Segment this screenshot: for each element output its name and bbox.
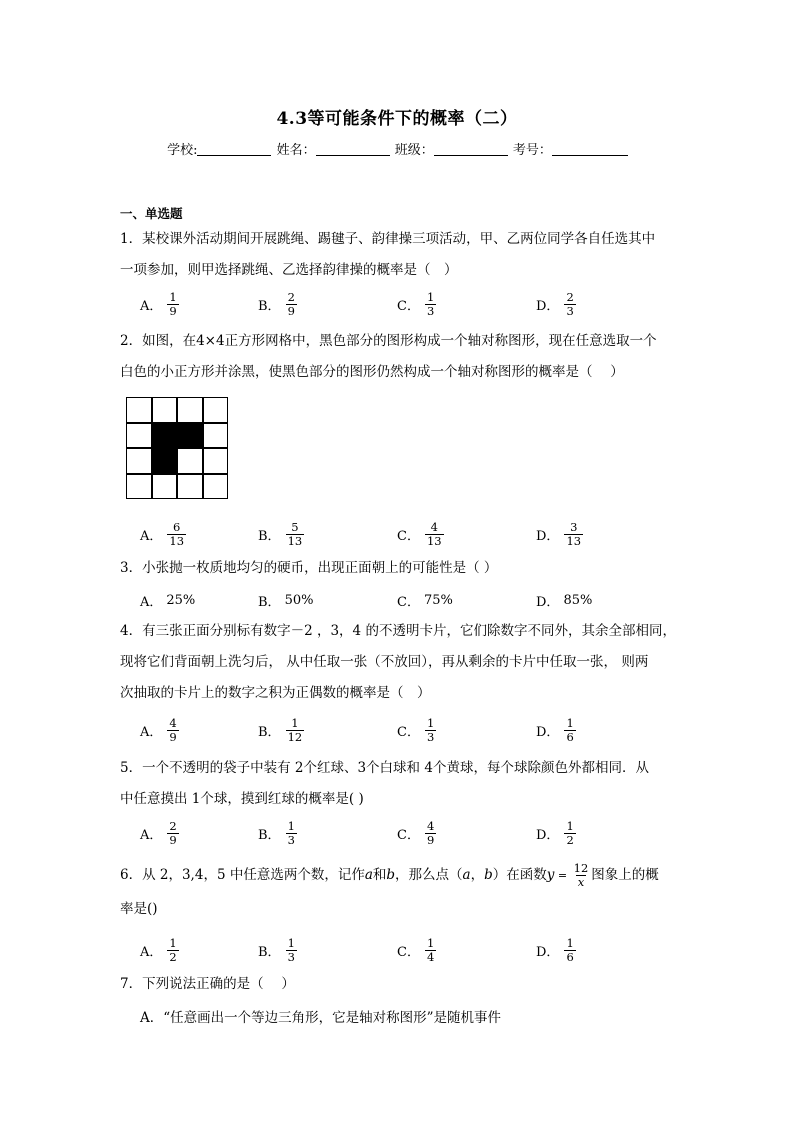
- fraction-numerator: 1: [426, 935, 435, 950]
- option-value: 75%: [423, 592, 453, 608]
- option-fraction: [286, 937, 297, 964]
- option-fraction: [425, 717, 436, 744]
- exam-no-blank[interactable]: [552, 141, 628, 156]
- func-numerator: 12: [573, 861, 589, 875]
- q6-text-b: 和: [372, 867, 387, 883]
- option-value: 50%: [284, 592, 314, 608]
- school-blank[interactable]: [197, 141, 271, 156]
- question-3-options: [140, 582, 700, 618]
- option-c[interactable]: [397, 815, 437, 851]
- option-fraction: [564, 937, 575, 964]
- option-letter: B．: [258, 594, 281, 610]
- grid-cell-white: [126, 423, 152, 449]
- q6-var-a: a: [364, 867, 373, 883]
- option-fraction: [425, 820, 436, 847]
- fraction-numerator: 1: [566, 715, 574, 730]
- option-a[interactable]: [140, 582, 195, 618]
- option-c[interactable]: [397, 286, 437, 322]
- fraction-numerator: 1: [287, 935, 295, 950]
- option-letter: C．: [397, 528, 420, 544]
- fraction-numerator: 2: [169, 818, 177, 833]
- fraction-denominator: 4: [426, 949, 435, 964]
- option-fraction: [286, 521, 305, 548]
- page-title: 4.3等可能条件下的概率（二）: [276, 109, 518, 129]
- fraction-denominator: 2: [566, 832, 574, 847]
- q6-text-d: ）在函数: [492, 867, 547, 883]
- option-letter: D．: [536, 944, 560, 960]
- option-c[interactable]: [397, 582, 453, 618]
- option-c[interactable]: [397, 516, 445, 552]
- question-3: [120, 553, 680, 584]
- fraction-denominator: 3: [426, 303, 435, 318]
- option-letter: D．: [536, 724, 560, 740]
- option-letter: A．: [140, 944, 163, 960]
- func-equals: =: [554, 869, 571, 882]
- question-3-line-1: 3．小张抛一枚质地均匀的硬币，出现正面朝上的可能性是（ ）: [120, 560, 498, 576]
- option-a[interactable]: [140, 932, 180, 968]
- question-1-line-2: 一项参加，则甲选择跳绳、乙选择韵律操的概率是（ ）: [120, 262, 458, 278]
- option-letter: A．: [140, 724, 163, 740]
- option-fraction: [286, 717, 305, 744]
- fraction-numerator: 4: [169, 715, 177, 730]
- option-b[interactable]: [258, 286, 298, 322]
- option-fraction: [167, 291, 178, 318]
- option-letter: A．: [140, 594, 163, 610]
- option-a[interactable]: [140, 286, 180, 322]
- question-4-options: [140, 712, 700, 748]
- question-4: [120, 616, 680, 709]
- question-7-option-a[interactable]: A．“任意画出一个等边三角形，它是轴对称图形”是随机事件: [140, 1010, 502, 1026]
- question-7: [120, 969, 680, 1000]
- option-letter: B．: [258, 827, 281, 843]
- q6-text-a: 6．从 2，3,4，5 中任意选两个数，记作: [120, 867, 365, 883]
- option-b[interactable]: [258, 712, 305, 748]
- option-d[interactable]: [536, 286, 577, 322]
- fraction-denominator: 9: [169, 729, 177, 744]
- question-2-options: [140, 516, 700, 552]
- fraction-denominator: 13: [169, 533, 185, 548]
- option-fraction: [425, 937, 436, 964]
- name-blank[interactable]: [316, 141, 390, 156]
- fraction-numerator: 5: [291, 519, 299, 534]
- option-value: 85%: [563, 592, 593, 608]
- option-letter: A．: [140, 528, 163, 544]
- question-6: [120, 860, 680, 925]
- name-label: 姓名：: [276, 143, 316, 158]
- question-6-line-1: [120, 860, 680, 891]
- option-b[interactable]: [258, 516, 305, 552]
- fraction-numerator: 3: [570, 519, 578, 534]
- question-2: [120, 326, 680, 388]
- class-blank[interactable]: [434, 141, 508, 156]
- option-letter: A．: [140, 827, 163, 843]
- function-expression: [547, 860, 592, 891]
- question-1-line-1: 1．某校课外活动期间开展跳绳、踢毽子、韵律操三项活动，甲、乙两位同学各自任选其中: [120, 231, 656, 247]
- option-fraction: [167, 717, 178, 744]
- question-4-line-3: 次抽取的卡片上的数字之积为正偶数的概率是（ ）: [120, 685, 431, 701]
- fraction-numerator: 1: [169, 935, 177, 950]
- option-b[interactable]: [258, 932, 298, 968]
- option-d[interactable]: [536, 582, 592, 618]
- grid-cell-white: [203, 474, 229, 500]
- option-letter: B．: [258, 298, 281, 314]
- func-fraction: [572, 862, 591, 889]
- fraction-numerator: 1: [566, 818, 574, 833]
- grid-figure: [126, 397, 228, 499]
- option-fraction: [286, 291, 297, 318]
- fraction-numerator: 1: [169, 289, 177, 304]
- option-letter: D．: [536, 827, 560, 843]
- option-fraction: [564, 820, 575, 847]
- grid-cell-white: [126, 474, 152, 500]
- q6-text-c: ，那么点（: [395, 867, 463, 883]
- option-letter: C．: [397, 594, 420, 610]
- fraction-numerator: 1: [426, 715, 435, 730]
- question-6-line-2: 率是(): [120, 901, 158, 917]
- option-letter: D．: [536, 528, 560, 544]
- question-1-options: [140, 286, 700, 322]
- option-letter: B．: [258, 724, 281, 740]
- q6-text-comma: ，: [470, 867, 485, 883]
- q6-point-a: a: [462, 867, 471, 883]
- option-b[interactable]: [258, 582, 313, 618]
- grid-cell-white: [177, 474, 203, 500]
- fraction-denominator: 3: [287, 949, 295, 964]
- fraction-denominator: 13: [566, 533, 582, 548]
- option-letter: D．: [536, 298, 560, 314]
- option-b[interactable]: [258, 815, 298, 851]
- grid-cell-black: [152, 423, 178, 449]
- fraction-numerator: 1: [287, 818, 295, 833]
- grid-cell-white: [177, 397, 203, 423]
- fraction-denominator: 3: [426, 729, 435, 744]
- option-d[interactable]: [536, 712, 577, 748]
- option-a[interactable]: [140, 815, 180, 851]
- option-d[interactable]: [536, 516, 584, 552]
- option-c[interactable]: [397, 932, 437, 968]
- student-info-line: [0, 139, 794, 158]
- question-7-line-1: 7．下列说法正确的是（ ）: [120, 976, 295, 992]
- grid-cell-white: [152, 397, 178, 423]
- fraction-numerator: 1: [426, 289, 435, 304]
- option-letter: B．: [258, 944, 281, 960]
- fraction-denominator: 6: [566, 949, 574, 964]
- question-1: [120, 224, 680, 286]
- fraction-denominator: 3: [566, 303, 574, 318]
- option-fraction: [564, 717, 575, 744]
- option-letter: C．: [397, 827, 420, 843]
- func-y: y: [546, 867, 555, 883]
- question-5-line-1: 5．一个不透明的袋子中装有 2个红球、3个白球和 4个黄球，每个球除颜色外都相同．从: [120, 760, 649, 776]
- grid-cell-white: [203, 423, 229, 449]
- grid-cell-white: [177, 448, 203, 474]
- question-5-options: [140, 815, 700, 851]
- question-2-line-2: 白色的小正方形并涂黑，使黑色部分的图形仍然构成一个轴对称图形的概率是（ ）: [120, 364, 624, 380]
- fraction-numerator: 1: [291, 715, 299, 730]
- option-fraction: [564, 521, 583, 548]
- option-letter: C．: [397, 724, 420, 740]
- option-fraction: [167, 937, 178, 964]
- grid-cell-black: [152, 448, 178, 474]
- q6-text-e: 图象上的概: [591, 867, 659, 883]
- option-letter: B．: [258, 528, 281, 544]
- question-6-options: [140, 932, 700, 968]
- q6-var-b: b: [386, 867, 396, 883]
- func-denominator: x: [577, 875, 585, 889]
- fraction-numerator: 6: [173, 519, 181, 534]
- option-d[interactable]: [536, 815, 577, 851]
- option-letter: C．: [397, 298, 420, 314]
- fraction-numerator: 1: [566, 935, 574, 950]
- fraction-numerator: 4: [426, 818, 435, 833]
- grid-cell-white: [126, 397, 152, 423]
- option-fraction: [564, 291, 575, 318]
- fraction-denominator: 6: [566, 729, 574, 744]
- fraction-numerator: 2: [287, 289, 295, 304]
- option-d[interactable]: [536, 932, 577, 968]
- school-label: 学校:: [167, 143, 198, 158]
- fraction-denominator: 9: [169, 832, 177, 847]
- fraction-denominator: 9: [426, 832, 435, 847]
- fraction-denominator: 9: [287, 303, 295, 318]
- question-4-line-2: 现将它们背面朝上洗匀后， 从中任取一张（不放回），再从剩余的卡片中任取一张， 则两: [120, 654, 649, 670]
- question-5-line-2: 中任意摸出 1个球，摸到红球的概率是( ): [120, 791, 364, 807]
- fraction-denominator: 13: [287, 533, 303, 548]
- option-a[interactable]: [140, 712, 180, 748]
- grid-cell-white: [152, 474, 178, 500]
- fraction-denominator: 3: [287, 832, 295, 847]
- question-5: [120, 753, 680, 815]
- fraction-numerator: 2: [566, 289, 574, 304]
- fraction-denominator: 13: [426, 533, 442, 548]
- section-title: 一、单选题: [120, 206, 183, 221]
- option-letter: C．: [397, 944, 420, 960]
- option-fraction: [167, 820, 178, 847]
- grid-cell-white: [126, 448, 152, 474]
- q6-point-b: b: [484, 867, 493, 883]
- question-2-line-1: 2．如图，在4×4正方形网格中，黑色部分的图形构成一个轴对称图形，现在任意选取一个: [120, 333, 657, 349]
- question-4-line-1: 4．有三张正面分别标有数字－2 ，3，4 的不透明卡片，它们除数字不同外，其余全部相同，: [120, 623, 676, 639]
- option-fraction: [286, 820, 297, 847]
- option-value: 25%: [166, 592, 196, 608]
- option-letter: D．: [536, 594, 560, 610]
- grid-cell-black: [177, 423, 203, 449]
- option-a[interactable]: [140, 516, 187, 552]
- class-label: 班级：: [394, 143, 434, 158]
- fraction-numerator: 4: [430, 519, 438, 534]
- fraction-denominator: 12: [287, 729, 303, 744]
- option-fraction: [425, 521, 444, 548]
- option-c[interactable]: [397, 712, 437, 748]
- grid-cell-white: [203, 448, 229, 474]
- option-fraction: [425, 291, 436, 318]
- grid-cell-white: [203, 397, 229, 423]
- option-letter: A．: [140, 298, 163, 314]
- fraction-denominator: 2: [169, 949, 177, 964]
- exam-no-label: 考号：: [512, 143, 552, 158]
- option-fraction: [167, 521, 186, 548]
- fraction-denominator: 9: [169, 303, 177, 318]
